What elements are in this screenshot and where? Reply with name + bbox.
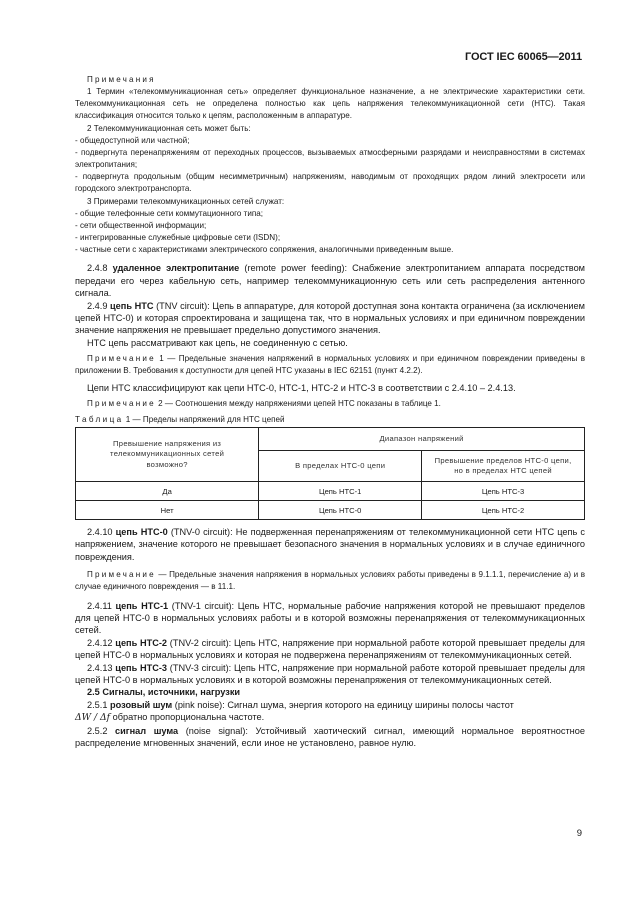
clause-2-4-13 [75,662,585,687]
clause-text: (pink noise): Сигнал шума, энергия которого на единицу ширины полосы частот [172,699,514,710]
clause-number: 2.4.9 [87,300,111,311]
clause-number: 2.4.12 [87,637,116,648]
table-caption-label: Таблица [75,415,124,425]
clause-term: цепь НТС-0 [115,527,168,538]
clause-number: 2.4.13 [87,662,116,673]
clause-2-4-8 [75,262,585,299]
note-2-item-a: - общедоступной или частной; [75,135,190,145]
clause-text: (noise signal): Устойчивый хаотический сигнал, имеющий нормальное вероятностное распределение мгновенных значений, если иное не установлено, равное нулю. [75,725,585,749]
table-cell: Да [76,482,259,501]
table-cell: Цепь НТС-1 [259,482,422,501]
clause-2-4-11 [75,600,585,637]
clause-text: (TNV circuit): Цепь в аппаратуре, для которой доступная зона контакта ограничена (за исключением цепей НТС-0) и которая спроектирована и защищена так, что в нормальных условиях и при единичном повреждении значение напряжения не превышает предельно допустимого значения. [75,300,585,336]
notes-block [75,74,585,256]
clause-term: цепь НТС-2 [115,637,168,648]
clause-number: 2.4.10 [87,527,116,538]
note-label: Примечание [87,398,156,408]
table-subheader-exceeding: Превышение пределов НТС-0 цепи, но в пределах НТС цепей [422,451,585,482]
table-cell: Нет [76,501,259,520]
classification-text: Цепи НТС классифицируют как цепи НТС-0, НТС-1, НТС-2 и НТС-3 в соответствии с 2.4.10 – 2.4.13. [87,382,516,393]
clause-2-4-12 [75,637,585,662]
table-cell: Цепь НТС-0 [259,501,422,520]
clause-extra: НТС цепь рассматривают как цепь, не соединенную с сетью. [87,337,348,348]
note-1: 1 Термин «телекоммуникационная сеть» определяет функциональное назначение, а не электрические характеристики сети. Телекоммуникационная сеть не определена полностью как цепь напряжения телекоммуникационной сети (НТС). Такая классификация относится только к цепям, расположенным в аппаратуре. [75,87,585,121]
note-2-item-c: - подвергнута продольным (общим несимметричным) напряжениям, наводимым от проходящих рядом линий электросети или городского электротранспорта. [75,172,585,194]
note-3-item-d: - частные сети с характеристиками электрического сопряжения, аналогичными приведенным выше. [75,245,454,255]
note-2-title: 2 Телекоммуникационная сеть может быть: [87,123,251,133]
note-table-reference [75,398,585,410]
tnv-classification [75,382,585,394]
clause-term: розовый шум [110,699,173,710]
clause-term: сигнал шума [115,725,179,736]
table-subheader-within: В пределах НТС-0 цепи [259,451,422,482]
clause-2-5-2 [75,725,585,750]
clause-text: (TNV-0 circuit): Не подверженная перенапряжениям от телекоммуникационной сети НТС цепь с напряжением, значение которого не превышает безопасного значения в нормальных условиях и в случае единичного повреждения. [75,527,585,562]
clause-text: (TNV-2 circuit): Цепь НТС, напряжение при нормальной работе которой превышает пределы для цепей НТС-0 в нормальных условиях и которая не подвержена перенапряжениям от телекоммуникационных сетей. [75,637,586,661]
table-cell: Цепь НТС-2 [422,501,585,520]
clause-2-4-9 [75,300,585,350]
table-row [76,482,585,501]
note-3-item-c: - интегрированные служебные цифровые сети (ISDN); [75,233,281,243]
note-text: 2 — Соотношения между напряжениями цепей НТС показаны в таблице 1. [155,398,441,408]
table-caption-text: 1 — Пределы напряжений для НТС цепей [123,415,285,425]
table-header-overvoltage: Превышение напряжения из телекоммуникационных сетей возможно? [76,428,259,482]
note-label: Примечание [87,354,156,364]
table-row [76,501,585,520]
notes-heading: Примечания [87,75,156,84]
clause-2-4-10 [75,526,585,563]
clause-text: (TNV-1 circuit): Цепь НТС, нормальные рабочие напряжения которой не превышают пределов для цепей НТС-0 в нормальных условиях работы и в которой возможны перенапряжения от телекоммуникационных сетей. [75,600,585,636]
table-header-range: Диапазон напряжений [259,428,585,451]
note-clause-2-4-9 [75,353,585,377]
voltage-limits-table [75,427,585,520]
note-label: Примечание [87,570,156,580]
clause-term: цепь НТС-3 [115,662,168,673]
section-title: 2.5 Сигналы, источники, нагрузки [87,687,241,698]
note-clause-2-4-10 [75,569,585,593]
page-number: 9 [576,828,582,839]
clause-term: удаленное электропитание [112,263,240,274]
formula-dw-df: ΔW / Δf [75,712,111,724]
note-2-item-b: - подвергнута перенапряжениям от переходных процессов, вызываемых атмосферными разрядами и неисправностями в системах электропитания; [75,147,585,170]
clause-number: 2.4.11 [87,600,116,611]
clause-text-continued: обратно пропорциональна частоте. [110,712,265,723]
clause-term: цепь НТС [110,300,154,311]
clause-text: (TNV-3 circuit): Цепь НТС, напряжение при нормальной работе которой превышает пределы для цепей НТС-0 в нормальных условиях и в которой возможны перенапряжения от телекоммуникационных сетей. [75,662,586,686]
note-text: 1 — Предельные значения напряжений в нормальных условиях и при единичном повреждении приведены в приложении В. Требования к доступности для цепей НТС указаны в IEC 62151 (пункт 4.2.2). [75,354,585,376]
table-cell: Цепь НТС-3 [422,482,585,501]
clause-number: 2.5.1 [87,699,110,710]
note-3-item-a: - общие телефонные сети коммутационного типа; [75,208,264,218]
clause-term: цепь НТС-1 [115,600,169,611]
clause-text: (remote power feeding): Снабжение электропитанием аппарата посредством передачи его через кабельную сеть, например телекоммуникационную сеть или сеть распределения антенного сигнала. [75,263,585,299]
table-caption [75,415,585,424]
clause-number: 2.5.2 [87,725,116,736]
standard-header: ГОСТ IEC 60065—2011 [464,51,582,63]
note-3-item-b: - сети общественной информации; [75,220,207,230]
clause-number: 2.4.8 [87,263,113,274]
page-content [75,74,585,749]
note-text: — Предельные значения напряжения в нормальных условиях работы приведены в 9.1.1.1, перечисление а) и в случае единичного повреждения — в 11.1. [75,570,585,592]
note-3-title: 3 Примерами телекоммуникационных сетей служат: [87,196,285,206]
clause-2-5-1 [75,699,585,725]
section-2-5 [75,686,585,698]
